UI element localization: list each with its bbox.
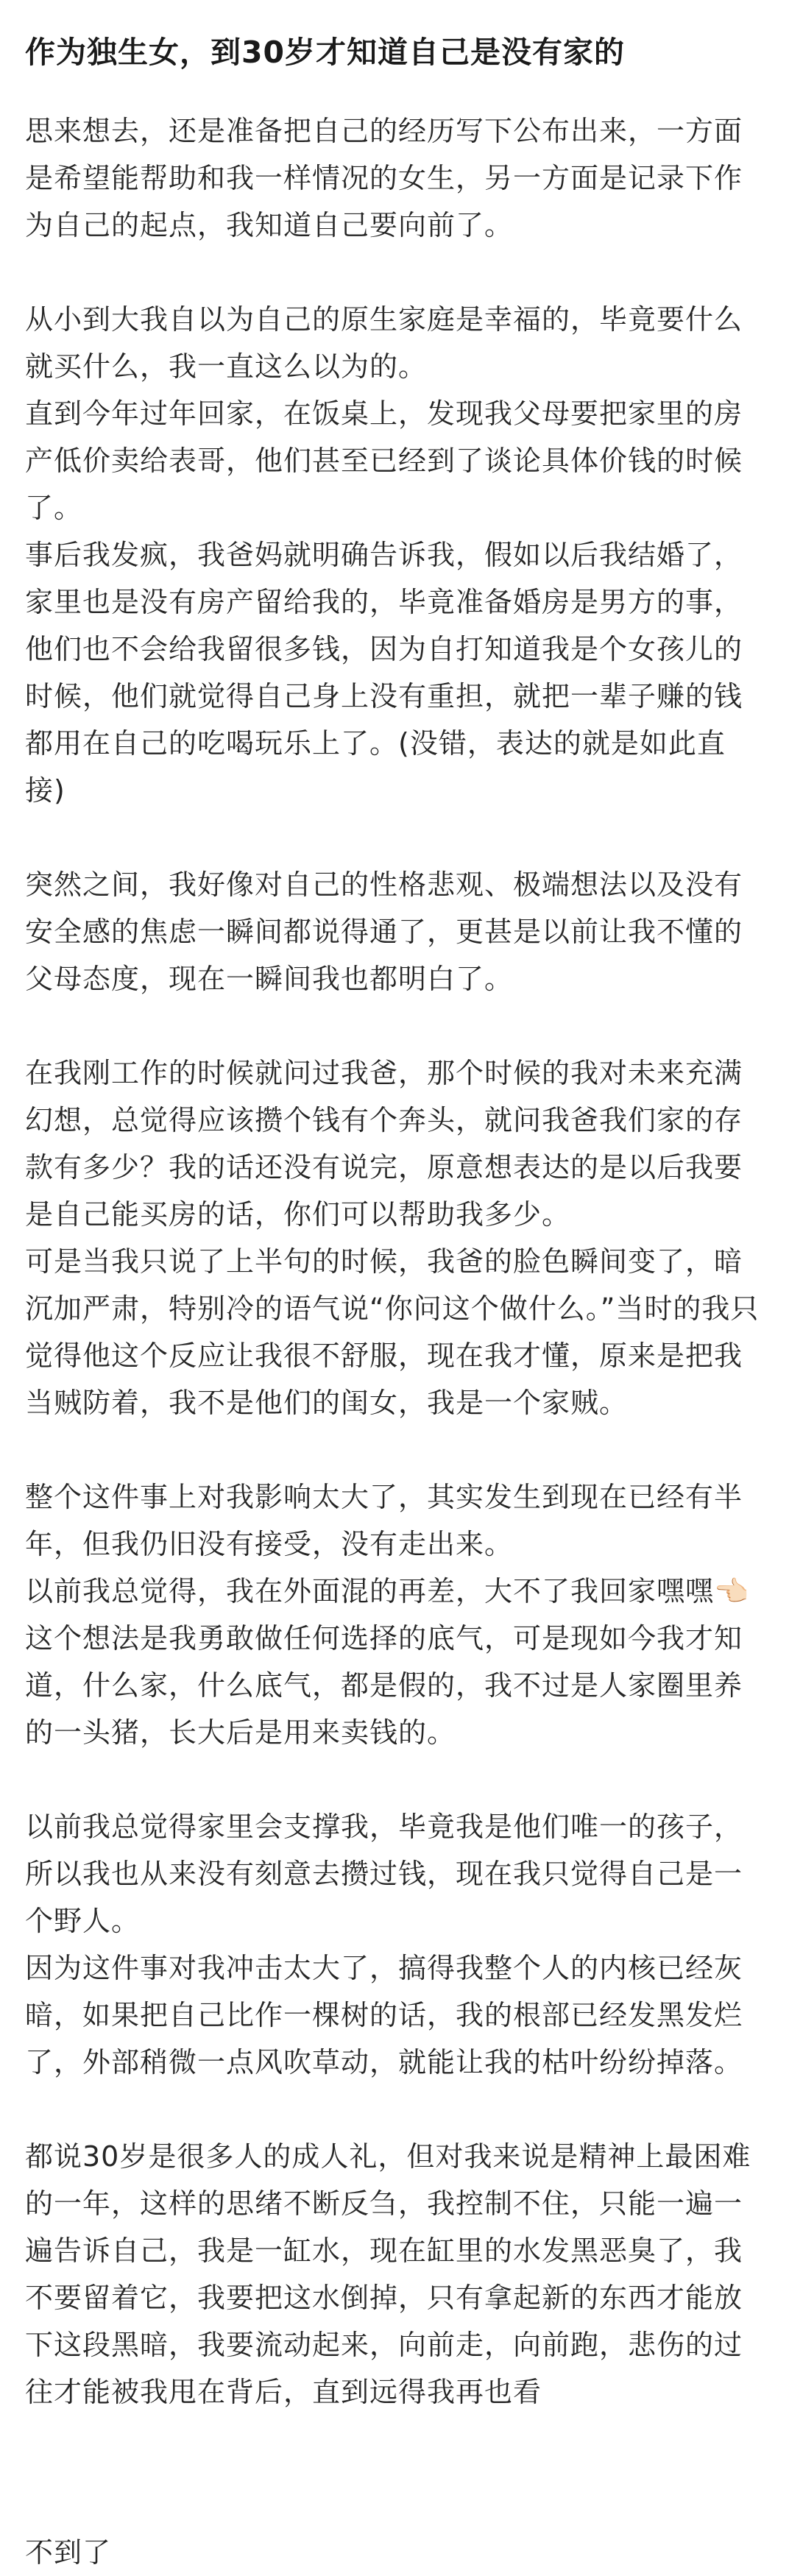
paragraph-4: 事后我发疯，我爸妈就明确告诉我，假如以后我结婚了，家里也是没有房产留给我的，毕竟准备婚房是男方的事，他们也不会给我留很多钱，因为自打知道我是个女孩儿的时候，他们就觉得自己身上没有重担，就把一辈子赚的钱都用在自己的吃喝玩乐上了。(没错，表达的就是如此直接) (25, 539, 743, 807)
paragraph-10: 以前我总觉得家里会支撑我，毕竟我是他们唯一的孩子，所以我也从来没有刻意去攒过钱，现在我只觉得自己是一个野人。 (25, 1811, 743, 1937)
paragraph-12: 都说30岁是很多人的成人礼，但对我来说是精神上最困难的一年，这样的思绪不断反刍，我控制不住，只能一遍一遍告诉自己，我是一缸水，现在缸里的水发黑恶臭了，我不要留着它，我要把这水倒掉，只有拿起新的东西才能放下这段黑暗，我要流动起来，向前走，向前跑，悲伤的过往才能被我甩在背后，直到远得我再也看 (25, 2140, 751, 2408)
paragraph-9: 以前我总觉得，我在外面混的再差，大不了我回家嘿嘿👈🏻这个想法是我勇敢做任何选择的底气，可是现如今我才知道，什么家，什么底气，都是假的，我不过是人家圈里养的一头猪，长大后是用来卖钱的。 (25, 1575, 750, 1749)
cutoff-line: 不到了 (25, 2536, 112, 2569)
article-title: 作为独生女，到30岁才知道自己是没有家的 (25, 35, 626, 70)
paragraph-2: 从小到大我自以为自己的原生家庭是幸福的，毕竟要什么就买什么，我一直这么以为的。 (25, 303, 743, 383)
paragraph-8: 整个这件事上对我影响太大了，其实发生到现在已经有半年，但我仍旧没有接受，没有走出来。 (25, 1481, 743, 1560)
paragraph-1: 思来想去，还是准备把自己的经历写下公布出来，一方面是希望能帮助和我一样情况的女生，另一方面是记录下作为自己的起点，我知道自己要向前了。 (25, 115, 743, 241)
paragraph-11: 因为这件事对我冲击太大了，搞得我整个人的内核已经灰暗，如果把自己比作一棵树的话，我的根部已经发黑发烂了，外部稍微一点风吹草动，就能让我的枯叶纷纷掉落。 (25, 1952, 743, 2078)
paragraph-7: 可是当我只说了上半句的时候，我爸的脸色瞬间变了，暗沉加严肃，特别冷的语气说“你问这个做什么。”当时的我只觉得他这个反应让我很不舒服，现在我才懂，原来是把我当贼防着，我不是他们的闺女，我是一个家贼。 (25, 1245, 760, 1419)
paragraph-6: 在我刚工作的时候就问过我爸，那个时候的我对未来充满幻想，总觉得应该攒个钱有个奔头，就问我爸我们家的存款有多少？我的话还没有说完，原意想表达的是以后我要是自己能买房的话，你们可以帮助我多少。 (25, 1057, 743, 1231)
paragraph-3: 直到今年过年回家，在饭桌上，发现我父母要把家里的房产低价卖给表哥，他们甚至已经到了谈论具体价钱的时候了。 (25, 397, 743, 524)
article-body (25, 107, 764, 2416)
paragraph-5: 突然之间，我好像对自己的性格悲观、极端想法以及没有安全感的焦虑一瞬间都说得通了，更甚是以前让我不懂的父母态度，现在一瞬间我也都明白了。 (25, 868, 743, 995)
